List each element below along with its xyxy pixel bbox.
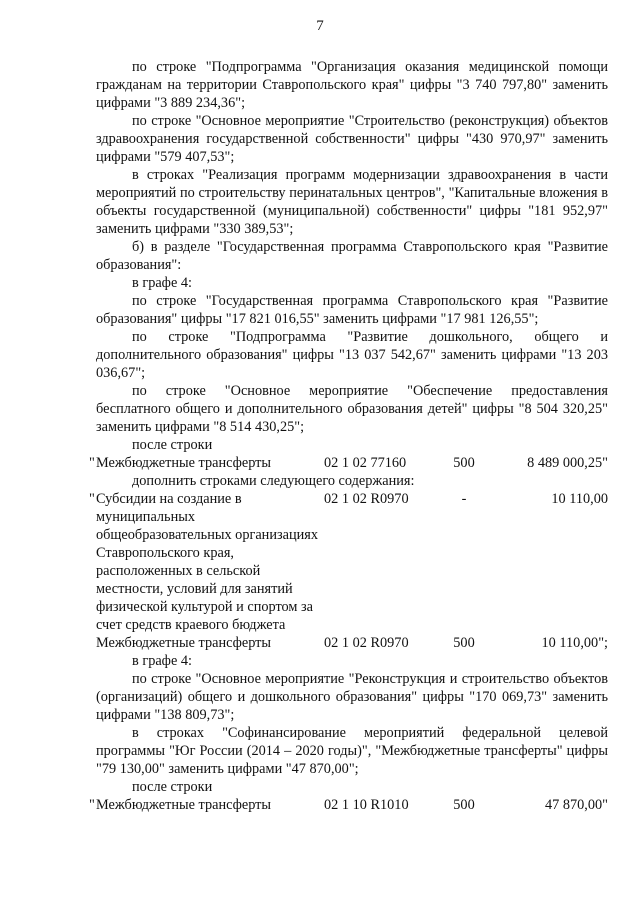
row-amount: 8 489 000,25"	[527, 455, 608, 471]
row-name: Межбюджетные трансферты	[96, 635, 272, 651]
paragraph: в графе 4:	[132, 275, 192, 291]
row-code: 02 1 10 R1010	[324, 797, 409, 813]
paragraph: в строках "Софинансирование мероприятий федеральной целевой программы "Юг России (2014 – 2020 годы)", "Межбюджетные трансферты" цифры "79 130,00" заменить цифрами "47 870,00";	[96, 725, 608, 777]
table-row	[96, 454, 608, 472]
table-row	[96, 490, 608, 634]
paragraph: по строке "Основное мероприятие "Обеспечение предоставления бесплатного общего и дополнительного образования детей" цифры "8 504 320,25" заменить цифрами "8 514 430,25";	[96, 383, 608, 435]
paragraph: после строки	[132, 437, 213, 453]
row-amount: 10 110,00	[551, 491, 608, 507]
row-code: 02 1 02 R0970	[324, 635, 409, 651]
paragraph: по строке "Подпрограмма "Развитие дошкольного, общего и дополнительного образования" цифры "13 037 542,67" заменить цифрами "13 203 036,67";	[96, 329, 608, 381]
paragraph: после строки	[132, 779, 213, 795]
paragraph: по строке "Основное мероприятие "Строительство (реконструкция) объектов здравоохранения государственной собственности" цифры "430 970,97" заменить цифрами "579 407,53";	[96, 113, 608, 165]
paragraph: дополнить строками следующего содержания:	[132, 473, 415, 489]
row-kind: 500	[453, 797, 475, 813]
row-code: 02 1 02 R0970	[324, 491, 409, 507]
row-name: " Межбюджетные трансферты	[96, 454, 324, 472]
row-name: " Субсидии на создание в муниципальных общеобразовательных организациях Ставропольского края, расположенных в сельской местности, условий для занятий физической культурой и спортом за счет средств краевого бюджета	[96, 490, 324, 634]
paragraph: по строке "Государственная программа Ставропольского края "Развитие образования" цифры "17 821 016,55" заменить цифрами "17 981 126,55";	[96, 293, 608, 327]
table-row	[96, 796, 608, 814]
row-code: 02 1 02 77160	[324, 455, 407, 471]
row-amount: 47 870,00"	[544, 797, 608, 813]
paragraph: в графе 4:	[132, 653, 192, 669]
page-number: 7	[316, 18, 324, 34]
document-body	[96, 58, 608, 814]
table-row	[96, 634, 608, 652]
paragraph: в строках "Реализация программ модернизации здравоохранения в части мероприятий по строительству перинатальных центров", "Капитальные вложения в объекты государственной (муниципальной) собственности" цифры "181 952,97" заменить цифрами "330 389,53";	[96, 167, 608, 237]
row-kind: 500	[453, 635, 475, 651]
row-kind: -	[461, 491, 467, 507]
row-name: " Межбюджетные трансферты	[96, 796, 324, 814]
row-kind: 500	[453, 455, 475, 471]
paragraph: по строке "Подпрограмма "Организация оказания медицинской помощи гражданам на территории Ставропольского края" цифры "3 740 797,80" заменить цифрами "3 889 234,36";	[96, 59, 608, 111]
paragraph: по строке "Основное мероприятие "Реконструкция и строительство объектов (организаций) общего и дошкольного образования" цифры "170 069,73" заменить цифрами "138 809,73";	[96, 671, 608, 723]
paragraph: б) в разделе "Государственная программа Ставропольского края "Развитие образования":	[96, 239, 608, 273]
row-amount: 10 110,00";	[541, 635, 608, 651]
